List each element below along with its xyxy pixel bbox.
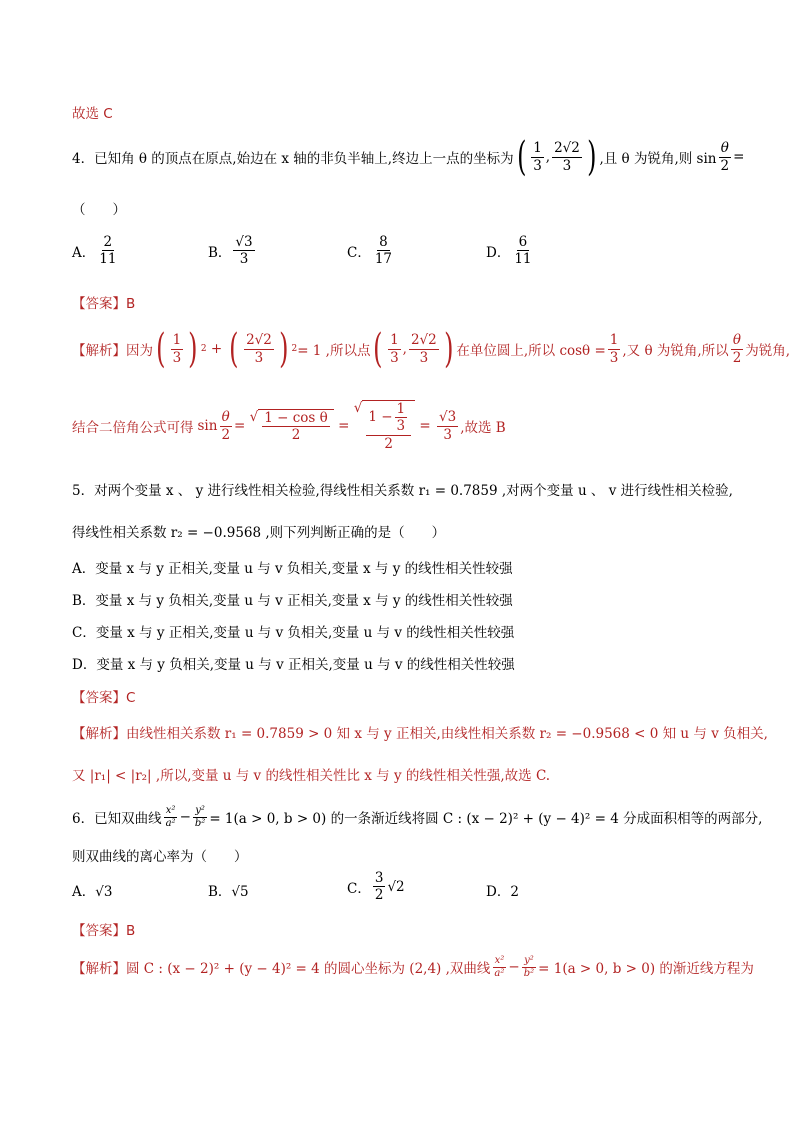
- q5-option-a: A．变量 x 与 y 正相关,变量 u 与 v 负相关,变量 x 与 y 的线性相关性较强: [72, 561, 513, 577]
- q4-point-x: $\frac{1}{3}$: [533, 140, 542, 174]
- q6-answer: 【答案】B: [72, 923, 136, 939]
- q4-option-c: C． $\frac{8}{17}$: [347, 234, 393, 268]
- q6-stem-line1: 6．已知双曲线 $\frac{\text{x²}}{\text{a²}}$ − $\frac{\text{y²}}{\text{b²}}$ = 1(a > 0, b > 0) 的一条渐近线将圆 C : (x − 2)² + (y − 4)² = 4 分成面积相等的两部分,: [72, 804, 763, 829]
- q5-solution-line1: 【解析】由线性相关系数 r₁ = 0.7859 > 0 知 x 与 y 正相关,由线性相关系数 r₂ = −0.9568 < 0 知 u 与 v 负相关,: [72, 726, 768, 742]
- q4-point-y: $\frac{2√2}{3}$: [554, 140, 580, 174]
- q6-solution-line1: 【解析】 圆 C : (x − 2)² + (y − 4)² = 4 的圆心坐标为 (2,4) ,双曲线 $\frac{\text{x²}}{\text{a²}}$ − $\frac{\text{y²}}{\text{b²}}$ = 1(a > 0, b > 0) 的渐近线方程为: [72, 954, 754, 979]
- q4-option-a: A． $\frac{2}{11}$: [72, 234, 117, 268]
- q5-option-c: C．变量 x 与 y 正相关,变量 u 与 v 负相关,变量 u 与 v 的线性相关性较强: [72, 625, 515, 641]
- q6-option-d: D．2: [486, 884, 519, 900]
- q4-solution-line1: 【解析】 因为 ( $\frac{1}{3}$ ) 2 + ( $\frac{2√2}{3}$ ) 2 = 1 ,所以点 ( $\frac{1}{3}$ , $\frac{2√2}{3}$ ) 在单位圆上,所以 cosθ = $\frac{1}{3}$ ,又 θ 为锐角,所以 $\frac{\theta}{2}$ 为锐角,: [72, 326, 791, 372]
- q5-solution-line2: 又 |r₁| < |r₂| ,所以,变量 u 与 v 的线性相关性比 x 与 y 的线性相关性强,故选 C.: [72, 768, 551, 784]
- q5-stem-line2: 得线性相关系数 r₂ = −0.9568 ,则下列判断正确的是（ ）: [72, 525, 446, 541]
- q6-option-c: C． $\frac{3}{2}$ √2: [347, 870, 405, 904]
- q4-half-angle: $\frac{\theta}{2}$: [720, 140, 730, 174]
- q4-stem: 4．已知角 θ 的顶点在原点,始边在 x 轴的非负半轴上,终边上一点的坐标为 ( $\frac{1}{3}$ , $\frac{2√2}{3}$ ) ,且 θ 为锐角,则 sin $\frac{\theta}{2}$ =: [72, 134, 745, 180]
- q4-solution-line2: 结合二倍角公式可得 sin $\frac{\theta}{2}$ = √ $\frac{\text{1 − cos θ}}{2}$ = √ 1 − $\frac{1}{3}$ 2 = $\frac{√3}{3}$ ,故选 B: [72, 400, 506, 452]
- previous-answer-tail: 故选 C: [72, 106, 113, 122]
- q4-option-d: D． $\frac{6}{11}$: [486, 234, 532, 268]
- q5-option-d: D．变量 x 与 y 负相关,变量 u 与 v 正相关,变量 u 与 v 的线性相关性较强: [72, 657, 515, 673]
- q4-paren: （ ）: [72, 202, 126, 218]
- q5-answer: 【答案】C: [72, 690, 136, 706]
- q5-option-b: B．变量 x 与 y 负相关,变量 u 与 v 正相关,变量 x 与 y 的线性相关性较强: [72, 593, 513, 609]
- q5-stem-line1: 5．对两个变量 x 、 y 进行线性相关检验,得线性相关系数 r₁ = 0.7859 ,对两个变量 u 、 v 进行线性相关检验,: [72, 483, 733, 499]
- q6-stem-line2: 则双曲线的离心率为（ ）: [72, 849, 248, 865]
- q6-option-a: A．√3: [72, 884, 113, 900]
- q4-stem-text: 4．已知角 θ 的顶点在原点,始边在 x 轴的非负半轴上,终边上一点的坐标为: [72, 151, 514, 167]
- q4-stem-text-2: ,且 θ 为锐角,则 sin: [599, 151, 717, 167]
- q4-option-b: B． $\frac{√3}{3}$: [208, 234, 253, 268]
- q4-answer: 【答案】B: [72, 296, 136, 312]
- q6-option-b: B．√5: [208, 884, 249, 900]
